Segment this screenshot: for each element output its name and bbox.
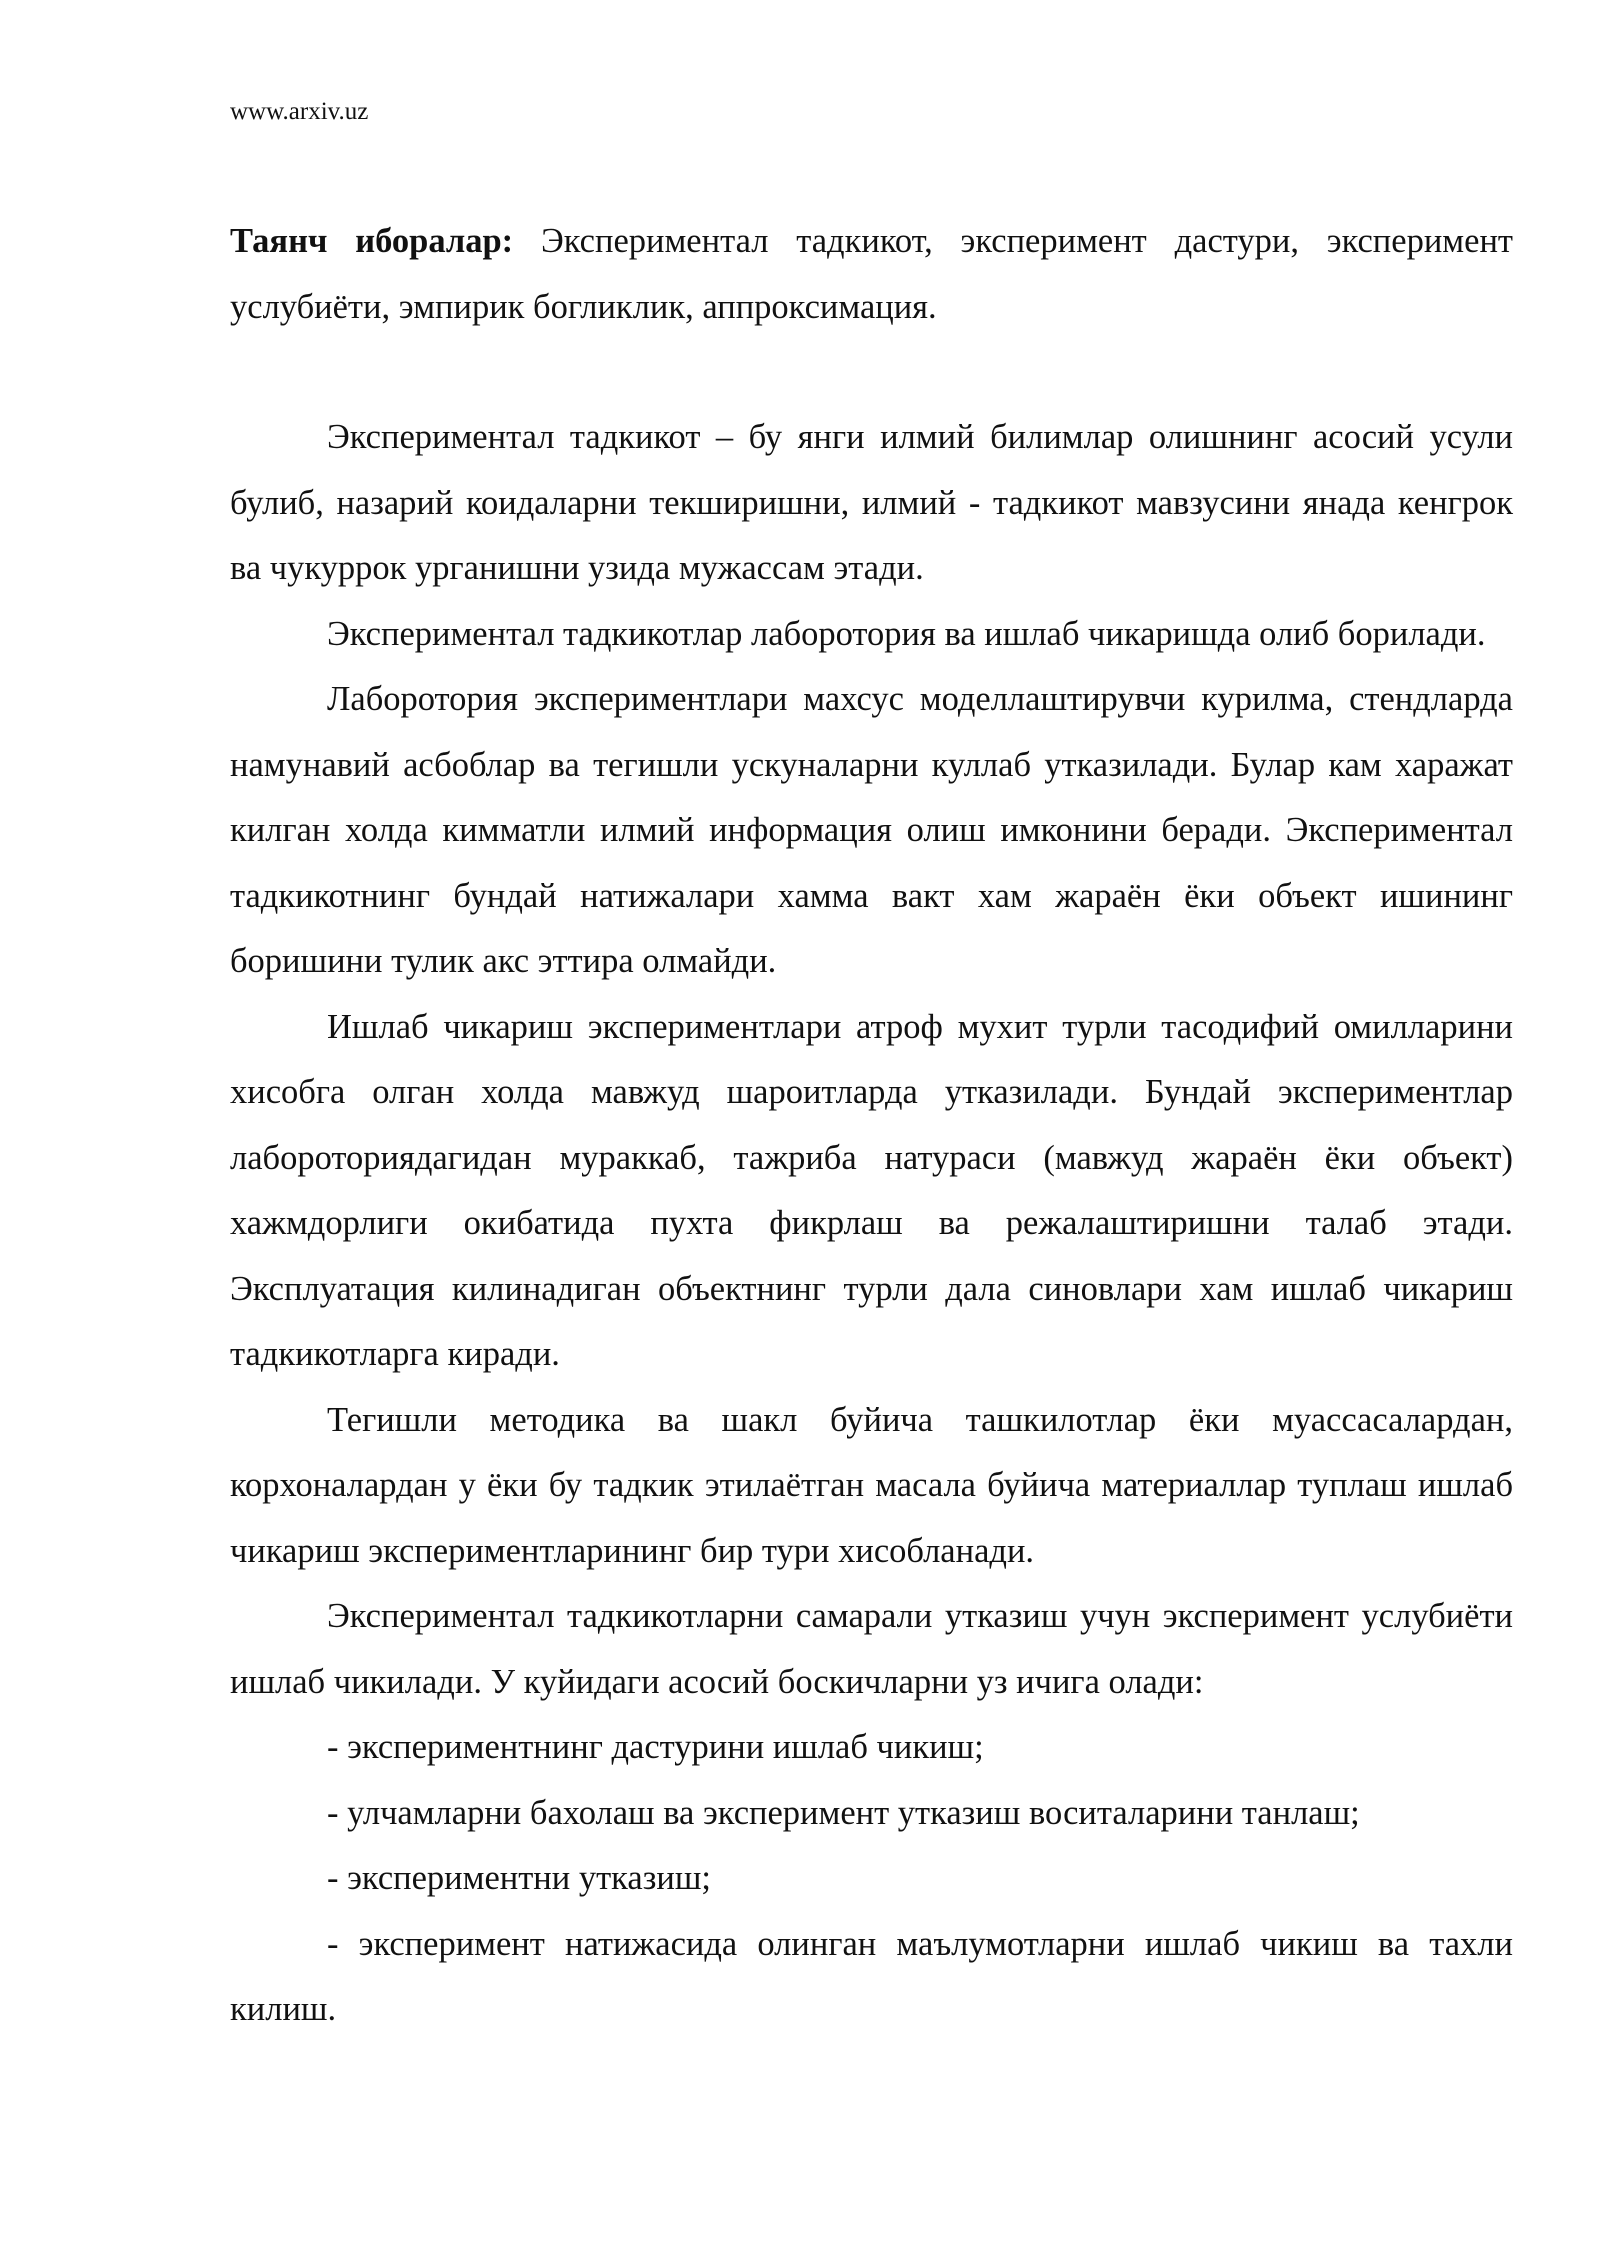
paragraph-production-experiments: Ишлаб чикариш экспериментлари атроф мухит турли тасодифий омилларини хисобга олган холда мавжуд шароитларда утказилади. Бундай экспериментлар лабороториядагидан мураккаб, тажриба натураси (мавжуд жараён ёки объект) хажмдорлиги окибатида пухта фикрлаш ва режалаштиришни талаб этади. Эксплуатация килинадиган объектнинг турли дала синовлари хам ишлаб чикариш тадкикотларга киради.	[230, 1007, 1513, 1373]
main-content	[230, 405, 1513, 2043]
paragraph-lab-experiments: Лаборотория экспериментлари махсус моделлаштирувчи курилма, стендларда намунавий асбоблар ва тегишли ускуналарни куллаб утказилади. Булар кам харажат килган холда кимматли илмий информация олиш имконини беради. Экспериментал тадкикотнинг бундай натижалари хамма вакт хам жараён ёки объект ишининг боришини тулик акс эттира олмайди.	[230, 680, 1513, 980]
keywords-label: Таянч иборалар:	[230, 222, 514, 260]
keywords-paragraph	[230, 209, 1513, 340]
paragraph-stages-intro: Экспериментал тадкикотларни самарали утказиш учун эксперимент услубиёти ишлаб чикилади. У куйидаги асосий боскичларни уз ичига олади:	[230, 1597, 1513, 1701]
list-item: - экспериментнинг дастурини ишлаб чикиш;	[327, 1728, 984, 1766]
list-item: - экспериментни утказиш;	[327, 1859, 711, 1897]
paragraph-methodology: Тегишли методика ва шакл буйича ташкилотлар ёки муассасалардан, корхоналардан у ёки бу тадкик этилаётган масала буйича материаллар туплаш ишлаб чикариш экспериментларининг бир тури хисобланади.	[230, 1400, 1513, 1570]
list-item: - эксперимент натижасида олинган маълумотларни ишлаб чикиш ва тахли килиш.	[230, 1924, 1513, 2028]
list-item: - улчамларни бахолаш ва эксперимент утказиш воситаларини танлаш;	[327, 1793, 1360, 1832]
keywords-text: Экспериментал тадкикот, эксперимент дастури, эксперимент услубиёти, эмпирик богликлик, аппроксимация.	[230, 222, 1513, 326]
paragraph-intro: Экспериментал тадкикот – бу янги илмий билимлар олишнинг асосий усули булиб, назарий коидаларни текширишни, илмий - тадкикот мавзусини янада кенгрок ва чукуррок урганишни узида мужассам этади.	[230, 418, 1513, 587]
header-url: www.arxiv.uz	[230, 98, 369, 125]
paragraph-lab-production: Экспериментал тадкикотлар лаборотория ва ишлаб чикаришда олиб борилади.	[327, 614, 1486, 653]
